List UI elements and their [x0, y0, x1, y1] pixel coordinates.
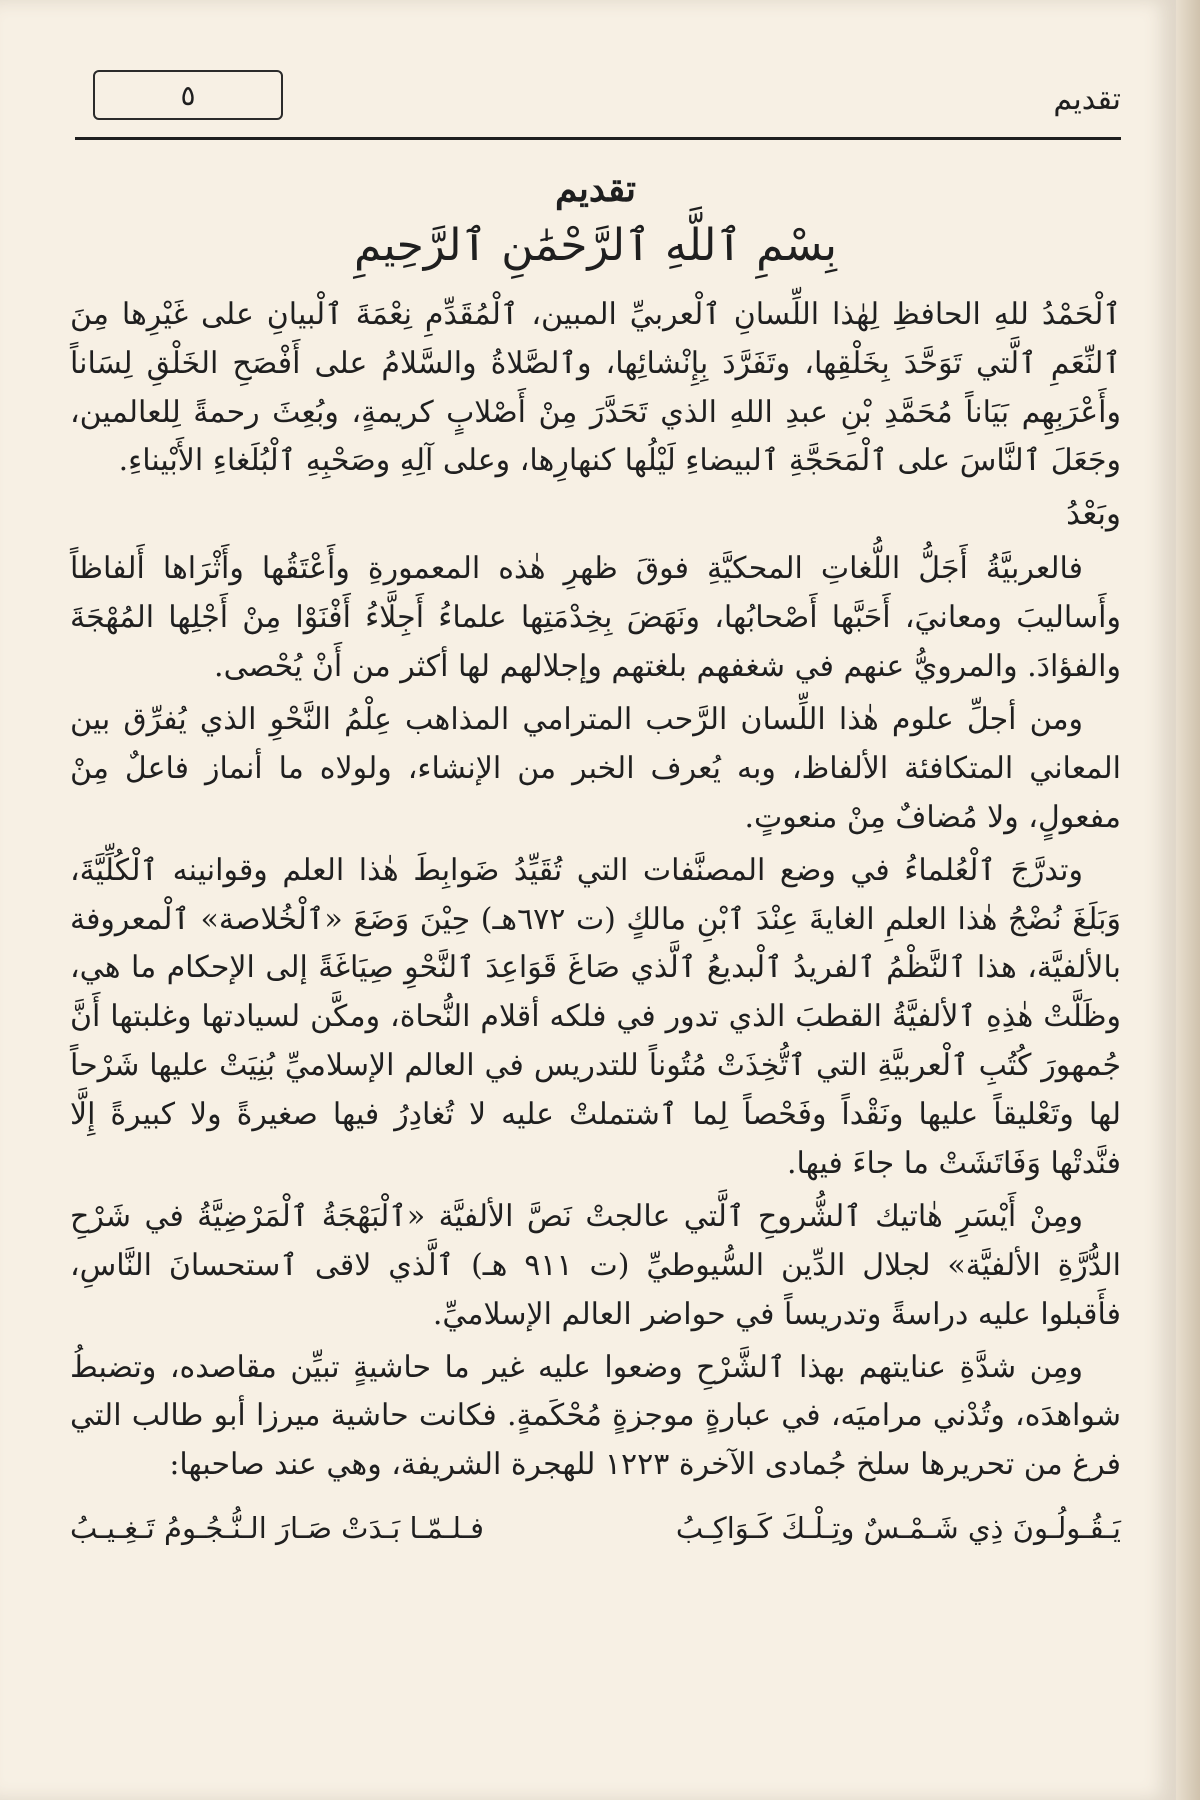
page-header	[75, 62, 1121, 134]
paragraph-alfiyya: وتدرَّجَ ٱلْعُلماءُ في وضع المصنَّفات التي تُقَيِّدُ ضَوابِطَ هٰذا العلم وقوانينه ٱلْكُلِّيَّةَ، وَبَلَغَ نُضْجُ هٰذا العلمِ الغايةَ عِنْدَ ٱبْنِ مالكٍ (ت ٦٧٢هـ) حِيْنَ وَضَعَ «ٱلْخُلاصة» ٱلْمعروفة بالألفيَّة، هذا ٱلنَّظْمُ ٱلفريدُ ٱلْبديعُ ٱلَّذي صَاغَ قَوَاعِدَ ٱلنَّحْوِ صِيَاغَةً إلى الإحكام ما هي، وظَلَّتْ هٰذِهِ ٱلألفيَّةُ القطبَ الذي تدور في فلكه أقلام النُّحاة، ومكَّن لسيادتها وغلبتها أَنَّ جُمهورَ كُتُبِ ٱلْعربيَّةِ التي ٱتُّخِذَتْ مُتُوناً للتدريس في العالم الإسلاميِّ بُنِيَتْ عليها شَرْحاً لها وتَعْليقاً عليها ونَقْداً وفَحْصاً لِما ٱشتملتْ عليه لا تُغادِرُ فيها صغيرةً ولا كبيرةً إِلَّا فنَّدتْها وَفَاتَشَتْ ما جاءَ فيها.	[70, 852, 1121, 1181]
verse-right-hemistich: يَـقُـولُـونَ ذِي شَـمْـسٌ وتِـلْـكَ كَـوَاكِـبُ	[675, 1511, 1121, 1546]
running-title: تقديم	[1053, 82, 1121, 117]
paragraph-hashiya: ومِن شدَّةِ عنايتهم بهذا ٱلشَّرْحِ وضعوا عليه غير ما حاشيةٍ تبيِّن مقاصده، وتضبطُ شواهدَه، وتُدْني مراميَه، في عبارةٍ موجزةٍ مُحْكَمةٍ. فكانت حاشية ميرزا أبو طالب التي فرغ من تحريرها سلخ جُمادى الآخرة ١٢٢٣ للهجرة الشريفة، وهي عند صاحبها:	[70, 1349, 1121, 1483]
page-number: ٥	[93, 70, 283, 120]
section-title: تقديم	[554, 168, 637, 210]
page-edge	[1176, 0, 1200, 1800]
paragraph-grammar: ومن أجلِّ علوم هٰذا اللِّسان الرَّحب المترامي المذاهب عِلْمُ النَّحْوِ الذي يُفرِّق بين المعاني المتكافئة الألفاظ، وبه يُعرف الخبر من الإنشاء، ولولاه ما أنماز فاعلٌ مِنْ مفعولٍ، ولا مُضافٌ مِنْ منعوتٍ.	[70, 701, 1121, 835]
page-content	[70, 150, 1121, 1770]
wa-baad: وبَعْدُ	[1066, 496, 1121, 533]
poetry-verse	[70, 1508, 1121, 1549]
paragraph-suyuti: ومِنْ أَيْسَرِ هٰاتيك ٱلشُّروحِ ٱلَّتي عالجتْ نَصَّ الألفيَّة «ٱلْبَهْجَةُ ٱلْمَرْضِيَّةُ في شَرْحِ الدُّرَّةِ الألفيَّة» لجلال الدِّين السُّيوطيِّ (ت ٩١١ هـ) ٱلَّذي لاقى ٱستحسانَ النَّاسِ، فأَقبلوا عليه دراسةً وتدريساً في حواضر العالم الإسلاميِّ.	[70, 1198, 1121, 1332]
header-divider	[75, 137, 1121, 140]
paragraph-arabic-language: فالعربيَّةُ أَجَلُّ اللُّغاتِ المحكيَّةِ فوقَ ظهرِ هٰذه المعمورةِ وأَعْتَقُها وأَثْرَاها أَلفاظاً وأَساليبَ ومعانيَ، أَحَبَّها أَصْحابُها، ونَهَضَ بِخِدْمَتِها علماءُ أَجِلَّاءُ أَفْنَوْا مِنْ أَجْلِها المُهْجَةَ والفؤادَ. والمرويُّ عنهم في شغفهم بلغتهم وإجلالهم لها أكثر من أَنْ يُحْصى.	[70, 551, 1121, 685]
basmala: بِسْمِ ٱللَّهِ ٱلرَّحْمَٰنِ ٱلرَّحِيمِ	[354, 220, 837, 271]
verse-left-hemistich: فـلـمّـا بَـدَتْ صَـارَ الـنُّـجُـومُ تَـغِـيـبُ	[70, 1511, 485, 1546]
paragraph-opening: ٱلْحَمْدُ للهِ الحافظِ لِهٰذا اللِّسانِ ٱلْعربيِّ المبين، ٱلْمُقَدِّمِ نِعْمَةَ ٱلْبيانِ على غَيْرِها مِنَ ٱلنِّعَمِ ٱلَّتي تَوَحَّدَ بِخَلْقِها، وتَفَرَّدَ بِإِنْشائِها، وٱلصَّلاةُ والسَّلامُ على أَفْصَحِ الخَلْقِ لِسَاناً وأَعْرَبِهِم بَيَاناً مُحَمَّدِ بْنِ عبدِ اللهِ الذي تَحَدَّرَ مِنْ أَصْلابٍ كريمةٍ، وبُعِثَ رحمةً لِلعالمين، وجَعَلَ ٱلنَّاسَ على ٱلْمَحَجَّةِ ٱلبيضاءِ لَيْلُها كنهارِها، وعلى آلِهِ وصَحْبِهِ ٱلْبُلَغاءِ الأَبْيناءِ.	[70, 296, 1121, 479]
